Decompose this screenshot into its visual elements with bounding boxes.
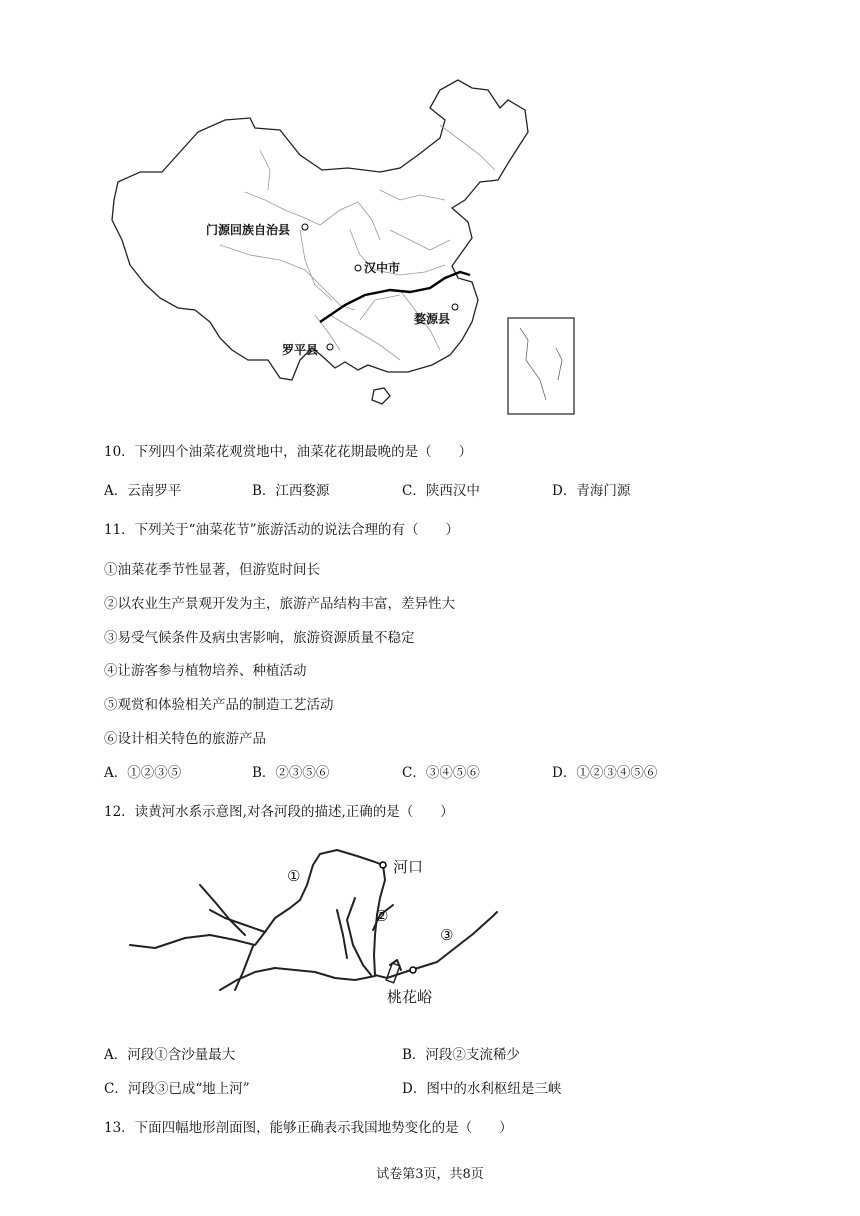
segment-2-label: ② — [375, 907, 389, 925]
q10-option-b: B．江西婺源 — [252, 483, 330, 499]
taohuayu-label: 桃花峪 — [387, 988, 433, 1006]
q10-stem: 10．下列四个油菜花观赏地中，油菜花花期最晚的是（ ） — [104, 444, 473, 460]
taohuayu-dot — [410, 967, 416, 973]
luoping-label: 罗平县 — [282, 343, 319, 357]
q10-option-c: C．陕西汉中 — [402, 483, 480, 499]
q11-option-a: A．①②③⑤ — [104, 765, 182, 781]
q12-option-b: B．河段②支流稀少 — [402, 1047, 520, 1063]
q11-item-6: ⑥设计相关特色的旅游产品 — [104, 731, 266, 747]
q10-option-a: A．云南罗平 — [104, 483, 182, 499]
china-map — [100, 60, 590, 420]
dam-marker — [386, 963, 400, 983]
menyuan-label: 门源回族自治县 — [206, 223, 291, 237]
q11-option-d: D．①②③④⑤⑥ — [552, 765, 658, 781]
segment-1-label: ① — [287, 867, 301, 885]
luoping-dot — [327, 344, 333, 350]
china-map-outline — [100, 60, 590, 420]
q11-item-2: ②以农业生产景观开发为主，旅游产品结构丰富，差异性大 — [104, 596, 455, 612]
q11-option-c: C．③④⑤⑥ — [402, 765, 480, 781]
hekou-label: 河口 — [393, 858, 424, 876]
q12-stem: 12．读黄河水系示意图,对各河段的描述,正确的是（ ） — [104, 804, 454, 820]
q11-item-3: ③易受气候条件及病虫害影响，旅游资源质量不稳定 — [104, 630, 415, 646]
south-sea-inset — [508, 318, 574, 414]
q10-option-d: D．青海门源 — [552, 483, 631, 499]
menyuan-dot — [302, 224, 308, 230]
q11-option-b: B．②③⑤⑥ — [252, 765, 330, 781]
hanzhong-label: 汉中市 — [364, 261, 401, 275]
q11-item-1: ①油菜花季节性显著，但游览时间长 — [104, 562, 320, 578]
wuyuan-label: 婺源县 — [414, 312, 451, 326]
q12-option-d: D．图中的水利枢纽是三峡 — [402, 1081, 562, 1097]
q12-option-c: C．河段③已成“地上河” — [104, 1081, 250, 1097]
yellow-river-map — [125, 840, 505, 1015]
segment-3-label: ③ — [440, 926, 454, 944]
page-footer: 试卷第3页，共8页 — [376, 1167, 484, 1182]
hekou-dot — [380, 862, 386, 868]
q13-stem: 13．下面四幅地形剖面图，能够正确表示我国地势变化的是（ ） — [104, 1120, 513, 1136]
q11-item-5: ⑤观赏和体验相关产品的制造工艺活动 — [104, 697, 334, 713]
wuyuan-dot — [452, 304, 458, 310]
q12-option-a: A．河段①含沙量最大 — [104, 1047, 236, 1063]
hanzhong-dot — [355, 265, 361, 271]
q11-item-4: ④让游客参与植物培养、种植活动 — [104, 663, 307, 679]
q11-stem: 11．下列关于“油菜花节”旅游活动的说法合理的有（ ） — [104, 522, 459, 538]
